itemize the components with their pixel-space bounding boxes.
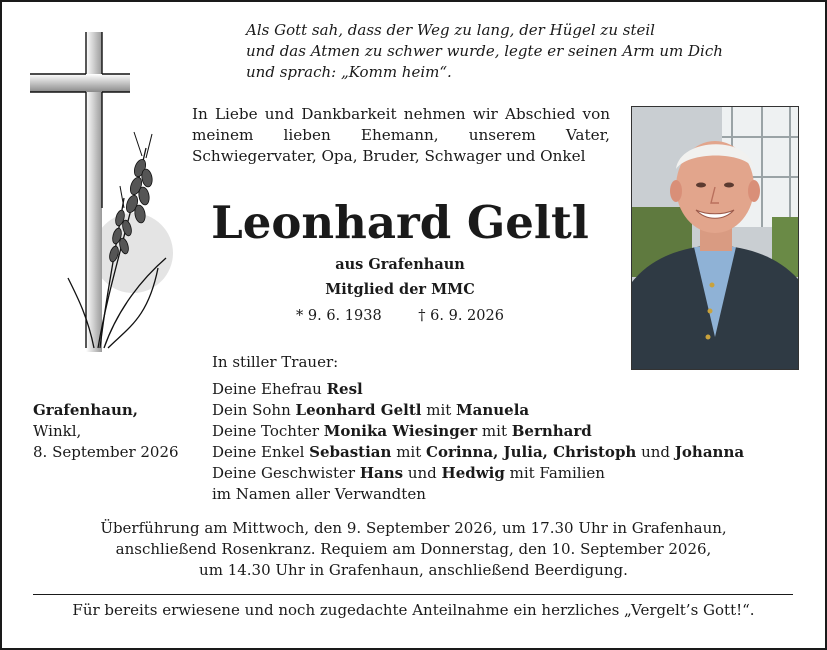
portrait-photo <box>631 106 799 370</box>
intro-text: In Liebe und Dankbarkeit nehmen wir Abschied von meinem lieben Ehemann, unserem Vater, Schwiegervater, Opa, Bruder, Schwager und Onkel <box>192 105 610 165</box>
mourner-son <box>212 400 822 421</box>
info-line: Überführung am Mittwoch, den 9. September 2026, um 17.30 Uhr in Grafenhaun, <box>100 519 727 537</box>
mourner-name: Sebastian <box>309 443 392 461</box>
mourner-name: Johanna <box>674 443 745 461</box>
mourner-name: Bernhard <box>511 422 592 440</box>
cross-wheat-icon <box>28 28 178 358</box>
mourner-name: Manuela <box>456 401 530 419</box>
funeral-info <box>20 518 807 581</box>
thanks-text: Für bereits erwiesene und noch zugedachte Anteilnahme ein herzliches „Vergelt’s Gott!“. <box>72 601 755 619</box>
mourner-name: Hedwig <box>441 464 505 482</box>
place-date <box>33 400 213 463</box>
connector-text: mit <box>477 422 512 440</box>
mourners-list <box>212 352 822 505</box>
poem <box>246 20 816 83</box>
mourners-heading: In stiller Trauer: <box>212 353 339 371</box>
deceased-name: Leonhard Geltl <box>211 196 589 249</box>
place-town: Grafenhaun, <box>33 401 138 419</box>
mourner-name: Leonhard Geltl <box>295 401 422 419</box>
birth-date: * 9. 6. 1938 <box>296 308 382 324</box>
connector-text: mit <box>391 443 427 461</box>
mourner-siblings <box>212 463 822 484</box>
life-dates <box>190 308 610 324</box>
relation-label: Deine Ehefrau <box>212 380 327 398</box>
divider <box>33 594 793 595</box>
deceased-origin: aus Grafenhaun <box>335 256 465 273</box>
deceased-membership: Mitglied der MMC <box>325 281 475 298</box>
mourner-name: Monika Wiesinger <box>323 422 478 440</box>
poem-line: und das Atmen zu schwer wurde, legte er seinen Arm um Dich <box>246 42 723 60</box>
mourner-wife <box>212 379 822 400</box>
info-line: anschließend Rosenkranz. Requiem am Donnerstag, den 10. September 2026, <box>115 540 712 558</box>
relation-label: Deine Enkel <box>212 443 310 461</box>
notice-date: 8. September 2026 <box>33 443 179 461</box>
relation-label: Deine Geschwister <box>212 464 360 482</box>
info-line: um 14.30 Uhr in Grafenhaun, anschließend Beerdigung. <box>199 561 628 579</box>
death-date: † 6. 9. 2026 <box>418 308 504 324</box>
mourner-relatives: im Namen aller Verwandten <box>212 485 426 503</box>
poem-line: und sprach: „Komm heim“. <box>246 63 452 81</box>
poem-line: Als Gott sah, dass der Weg zu lang, der Hügel zu steil <box>246 21 655 39</box>
connector-text: mit <box>421 401 457 419</box>
connector-text: und <box>636 443 675 461</box>
connector-text: und <box>403 464 442 482</box>
mourner-grandchildren <box>212 442 822 463</box>
mourner-name: Hans <box>359 464 404 482</box>
relation-label: Dein Sohn <box>212 401 296 419</box>
place-district: Winkl, <box>33 422 82 440</box>
mourner-name: Corinna, Julia, Christoph <box>426 443 637 461</box>
relation-label: Deine Tochter <box>212 422 324 440</box>
mourner-daughter <box>212 421 822 442</box>
portrait-image <box>632 107 798 369</box>
connector-text: mit Familien <box>504 464 605 482</box>
mourner-name: Resl <box>326 380 363 398</box>
